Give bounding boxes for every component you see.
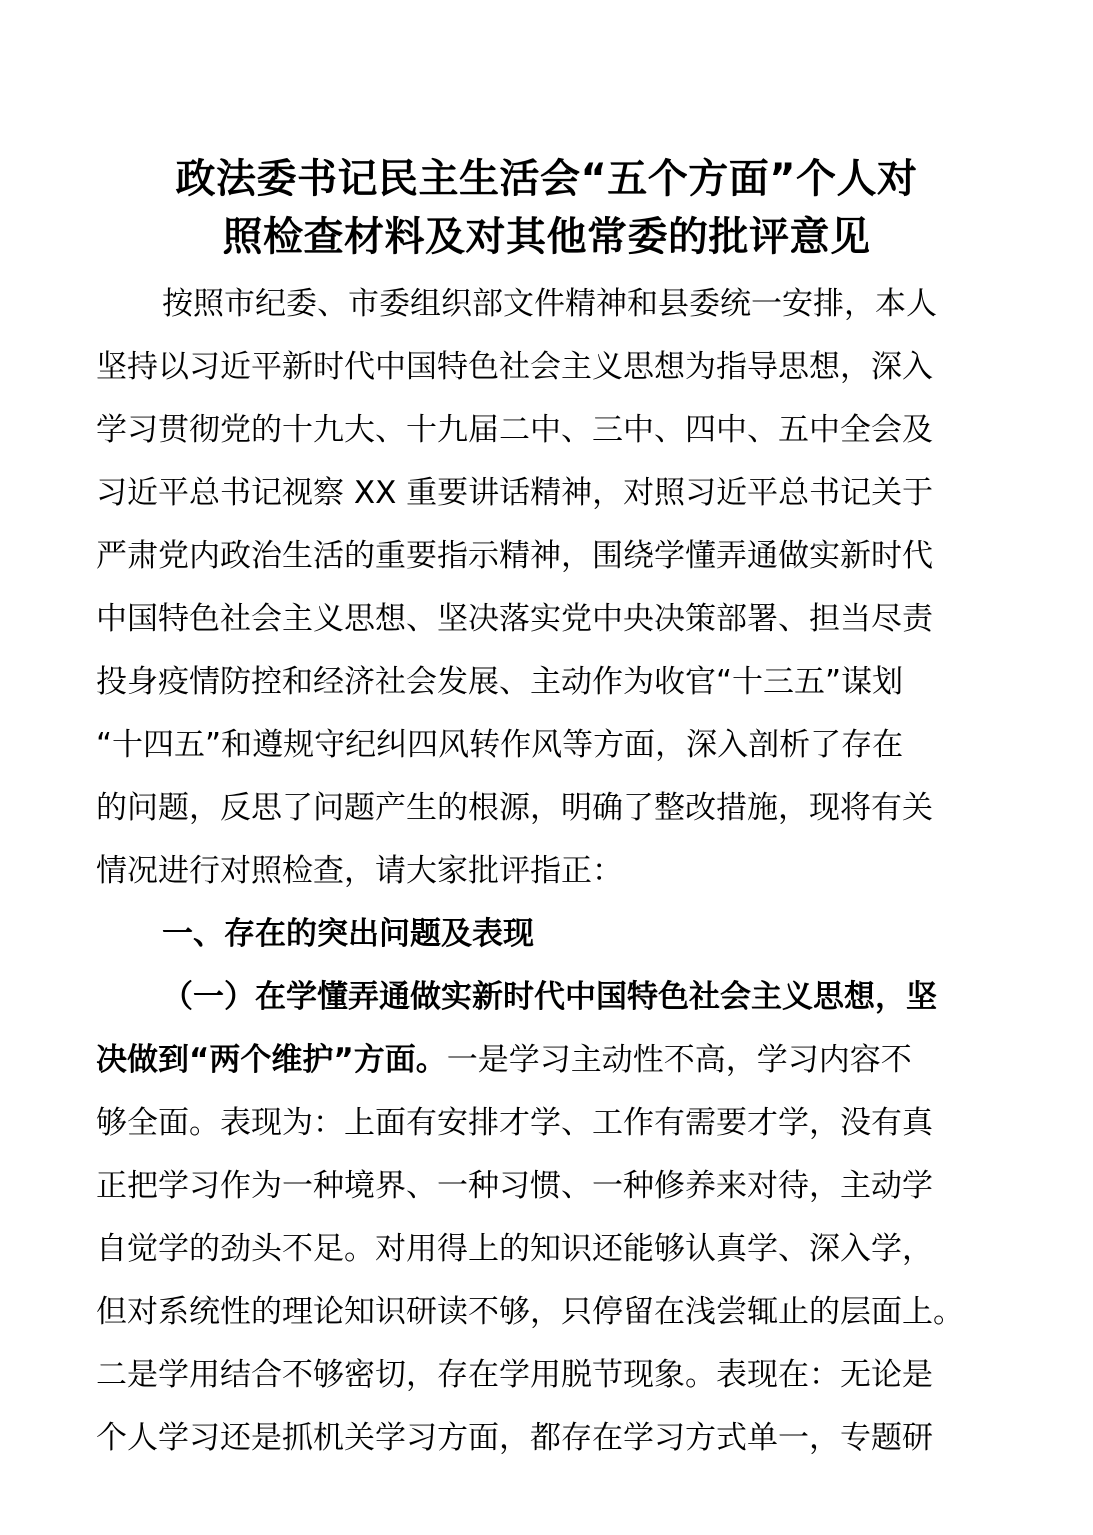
paragraph-line: 中国特色社会主义思想、坚决落实党中央决策部署、担当尽责: [96, 601, 933, 637]
subheading-tail: 决做到“两个维护”方面。: [96, 1042, 447, 1078]
paragraph-line: 正把学习作为一种境界、一种习惯、一种修养来对待，主动学: [96, 1168, 933, 1204]
title-line: 政法委书记民主生活会“五个方面”个人对: [175, 156, 918, 202]
paragraph-line: 严肃党内政治生活的重要指示精神，围绕学懂弄通做实新时代: [96, 538, 933, 574]
paragraph-line: 的问题，反思了问题产生的根源，明确了整改措施，现将有关: [96, 790, 933, 826]
paragraph-line: [96, 1029, 1011, 1092]
section-heading: 一、存在的突出问题及表现: [162, 916, 534, 952]
paragraph-line: 但对系统性的理论知识研读不够，只停留在浅尝辄止的层面上。: [96, 1294, 964, 1330]
paragraph-line: 自觉学的劲头不足。对用得上的知识还能够认真学、深入学，: [96, 1231, 933, 1267]
paragraph-line: 二是学用结合不够密切，存在学用脱节现象。表现在：无论是: [96, 1357, 933, 1393]
document-body: [96, 273, 1011, 1470]
paragraph-line: 个人学习还是抓机关学习方面，都存在学习方式单一，专题研: [96, 1420, 933, 1456]
paragraph-line: 习近平总书记视察 XX 重要讲话精神，对照习近平总书记关于: [96, 475, 934, 511]
paragraph-line: 学习贯彻党的十九大、十九届二中、三中、四中、五中全会及: [96, 412, 933, 448]
subheading-line: （一）在学懂弄通做实新时代中国特色社会主义思想，坚: [162, 979, 937, 1015]
paragraph-line: 投身疫情防控和经济社会发展、主动作为收官“十三五”谋划: [96, 664, 904, 700]
paragraph-line: 情况进行对照检查，请大家批评指正：: [96, 853, 623, 889]
paragraph-line: 坚持以习近平新时代中国特色社会主义思想为指导思想，深入: [96, 349, 933, 385]
paragraph-line: 够全面。表现为：上面有安排才学、工作有需要才学，没有真: [96, 1105, 933, 1141]
document-title: [60, 150, 1033, 266]
paragraph-line: “十四五”和遵规守纪纠四风转作风等方面，深入剖析了存在: [96, 727, 904, 763]
paragraph-text: 一是学习主动性不高，学习内容不: [446, 1042, 912, 1078]
paragraph-line: 按照市纪委、市委组织部文件精神和县委统一安排，本人: [162, 286, 937, 322]
title-line: 照检查材料及对其他常委的批评意见: [222, 214, 871, 260]
